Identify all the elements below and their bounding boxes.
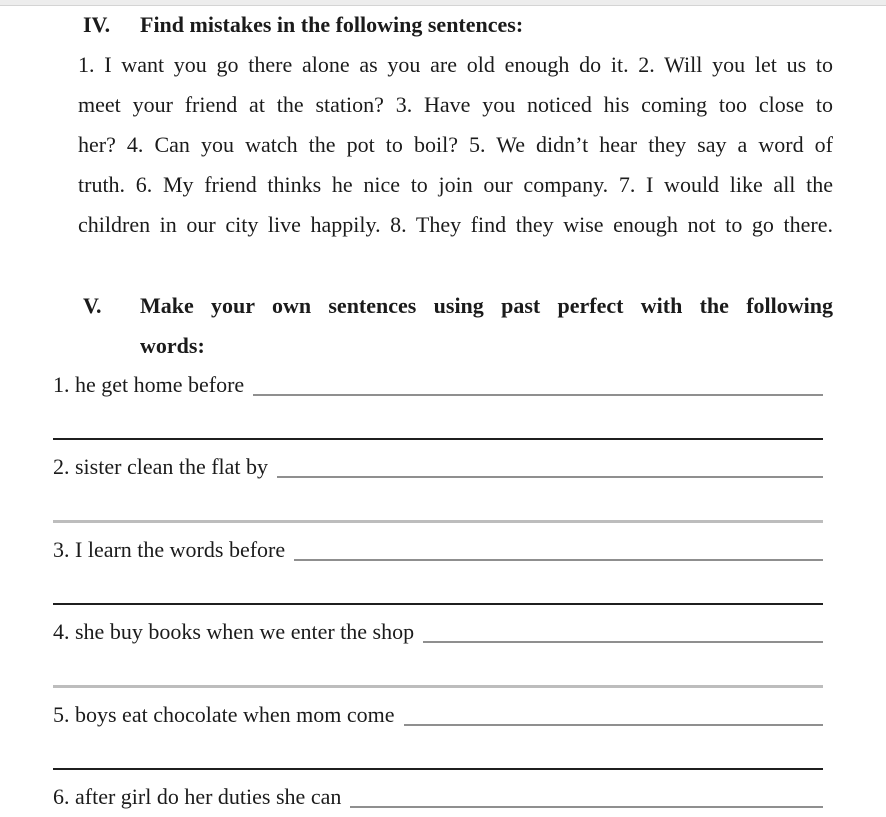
answer-row-4 (53, 605, 823, 645)
answer-prompt: 1. he get home before (53, 372, 245, 397)
section-v-numeral: V. (83, 293, 102, 318)
section-iv-heading (83, 5, 833, 45)
answer-line (350, 770, 823, 808)
section-v-heading (83, 286, 833, 326)
answer-prompt: 2. sister clean the flat by (53, 454, 269, 479)
section-v-title-words: words: (140, 333, 205, 358)
answer-row-6 (53, 770, 823, 810)
paragraph-line: truth. 6. My friend thinks he nice to join our company. 7. I would like all the (78, 172, 833, 197)
answer-prompt: 3. I learn the words before (53, 537, 286, 562)
paragraph-line: children in our city live happily. 8. They find they wise enough not to go there. (78, 212, 833, 237)
section-iv-paragraph (78, 45, 833, 245)
section-v-title: Make your own sentences using past perfect with the following (140, 293, 833, 318)
answer-rows (53, 358, 823, 810)
answer-prompt: 6. after girl do her duties she can (53, 784, 342, 809)
paragraph-line: her? 4. Can you watch the pot to boil? 5. We didn’t hear they say a word of (78, 132, 833, 157)
answer-line (294, 523, 823, 561)
answer-row-1 (53, 358, 823, 398)
section-iv-numeral: IV. (83, 12, 111, 37)
paragraph-line: 1. I want you go there alone as you are old enough do it. 2. Will you let us to (78, 52, 833, 77)
answer-line (404, 688, 823, 726)
answer-row-2 (53, 440, 823, 480)
section-iv-title: Find mistakes in the following sentences: (140, 12, 524, 37)
answer-row-5 (53, 688, 823, 728)
answer-line (253, 358, 823, 396)
answer-line (277, 440, 823, 478)
answer-row-3 (53, 523, 823, 563)
answer-prompt: 5. boys eat chocolate when mom come (53, 702, 395, 727)
paragraph-line: meet your friend at the station? 3. Have you noticed his coming too close to (78, 92, 833, 117)
answer-line (423, 605, 823, 643)
answer-prompt: 4. she buy books when we enter the shop (53, 619, 415, 644)
